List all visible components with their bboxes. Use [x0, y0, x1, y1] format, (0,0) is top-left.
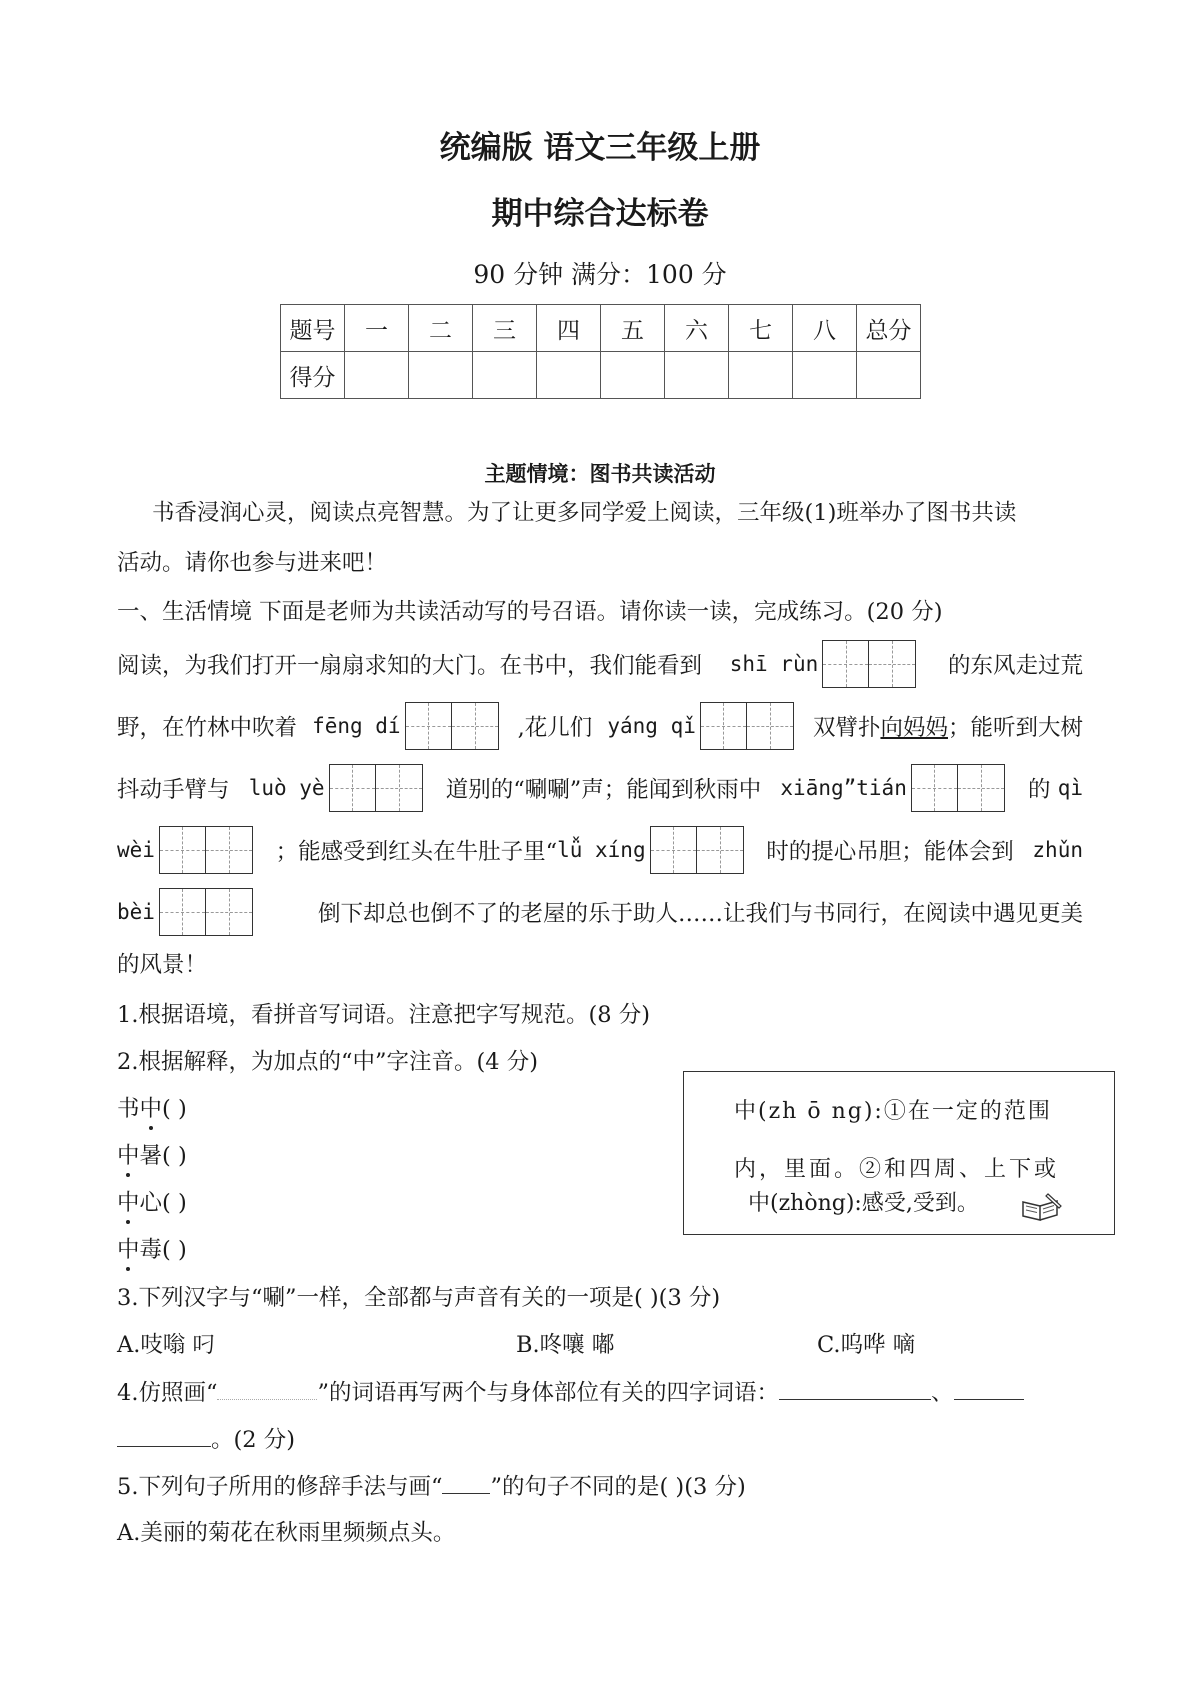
score-cell[interactable] [665, 352, 729, 399]
theme-heading: 主题情境：图书共读活动 [484, 462, 716, 486]
exam-title: 统编版 语文三年级上册 [439, 130, 761, 166]
answer-paren[interactable]: ( ) [162, 1190, 187, 1216]
pinyin-label: qì [1057, 776, 1083, 800]
passage-text: 野，在竹林中吹着 [117, 715, 298, 741]
score-cell[interactable] [409, 352, 473, 399]
question-1: 1.根据语境，看拼音写词语。注意把字写规范。(8 分) [117, 1002, 650, 1028]
exam-time-score: 90 分钟 满分：100 分 [473, 260, 727, 289]
tianzige-answer-box[interactable] [911, 764, 1005, 812]
q5-option-a[interactable]: A.美丽的菊花在秋雨里频频点头。 [117, 1520, 456, 1546]
pinyin-label: yáng qǐ [607, 714, 696, 738]
section1-heading: 一、生活情境 下面是老师为共读活动写的号召语。请你读一读，完成练习。(20 分) [117, 599, 943, 625]
score-header-cell: 四 [537, 305, 601, 352]
underlined-phrase: 向妈妈 [880, 715, 948, 741]
score-table [280, 304, 921, 399]
q4-text: ”的词语再写两个与身体部位有关的四字词语： [317, 1380, 779, 1406]
pinyin-label: wèi [117, 838, 155, 862]
score-cell[interactable] [729, 352, 793, 399]
q2-item [117, 1235, 187, 1265]
passage-text: 时的提心吊胆；能体会到 [766, 839, 1014, 865]
passage-text: 抖动手臂与 [117, 777, 230, 803]
score-cell[interactable] [473, 352, 537, 399]
q5-text: 5.下列句子所用的修辞手法与画“ [117, 1474, 443, 1500]
definition-line-3: 中(zhòng):感受,受到。 [748, 1191, 979, 1216]
score-header-cell: 总分 [857, 305, 921, 352]
underline-sample [442, 1471, 490, 1494]
q5-text: ”的句子不同的是( )(3 分) [490, 1474, 746, 1500]
score-header-cell: 六 [665, 305, 729, 352]
passage-text: ；能感受到红头在牛肚子里“ [275, 839, 558, 865]
answer-blank[interactable] [117, 1424, 211, 1447]
score-header-cell: 五 [601, 305, 665, 352]
question-4 [117, 1377, 1024, 1408]
q3-option-a[interactable]: A.吱嗡 叼 [117, 1332, 216, 1358]
score-header-cell: 八 [793, 305, 857, 352]
q2-item-char: 心 [139, 1190, 163, 1216]
tianzige-answer-box[interactable] [700, 702, 794, 750]
q4-text: 4.仿照画“ [117, 1380, 218, 1406]
intro-line-1: 书香浸润心灵，阅读点亮智慧。为了让更多同学爱上阅读，三年级(1)班举办了图书共读 [152, 500, 1017, 526]
score-header-cell: 三 [473, 305, 537, 352]
question-3-stem: 3.下列汉字与“唰”一样，全部都与声音有关的一项是( )(3 分) [117, 1285, 721, 1311]
pinyin-label: zhǔn [1032, 838, 1083, 862]
score-cell[interactable] [345, 352, 409, 399]
passage-line-5 [117, 888, 1083, 936]
definition-line-1: 中(zh ō ng):①在一定的范围 [734, 1099, 1052, 1124]
passage-text: 倒下却总也倒不了的老屋的乐于助人……让我们与书同行，在阅读中遇见更美 [317, 901, 1083, 927]
pinyin-label: fēng dí [312, 714, 401, 738]
dotted-char: 中 [117, 1143, 140, 1169]
passage-text: 阅读，为我们打开一扇扇求知的大门。在书中，我们能看到 [117, 653, 703, 679]
score-header-cell: 一 [345, 305, 409, 352]
passage-text: ；能听到大树 [947, 715, 1083, 741]
score-table-header-row [281, 305, 921, 352]
score-table-score-row [281, 352, 921, 399]
q3-option-c[interactable]: C.呜哗 嘀 [817, 1332, 916, 1358]
book-pen-icon [1020, 1192, 1064, 1222]
passage-text: 道别的“唰唰”声；能闻到秋雨中 [445, 777, 762, 803]
q4-text: 。(2 分) [211, 1427, 296, 1453]
score-header-cell: 七 [729, 305, 793, 352]
passage-text: 的 [1028, 777, 1051, 803]
dotted-char: 中 [117, 1237, 140, 1263]
answer-paren[interactable]: ( ) [162, 1237, 187, 1263]
pinyin-label: luò yè [248, 776, 325, 800]
q2-item [117, 1188, 187, 1218]
q2-item-char: 暑 [139, 1143, 163, 1169]
tianzige-answer-box[interactable] [650, 826, 744, 874]
pinyin-label: bèi [117, 900, 155, 924]
tianzige-answer-box[interactable] [405, 702, 499, 750]
passage-line-4 [117, 826, 1083, 874]
pinyin-label: xiāng”tián [780, 776, 907, 800]
score-header-cell: 题号 [281, 305, 345, 352]
question-4-cont [117, 1424, 295, 1455]
dotted-underline-sample [217, 1377, 317, 1400]
definition-box [683, 1071, 1115, 1235]
answer-paren[interactable]: ( ) [162, 1143, 187, 1169]
passage-line-3 [117, 764, 1083, 812]
answer-blank[interactable] [954, 1377, 1024, 1400]
passage-line-1 [117, 640, 1083, 688]
question-5-stem [117, 1471, 746, 1502]
answer-blank[interactable] [779, 1377, 931, 1400]
tianzige-answer-box[interactable] [159, 826, 253, 874]
q2-item [117, 1141, 187, 1171]
q4-text: 、 [931, 1380, 954, 1406]
pinyin-label: shī rùn [729, 652, 819, 676]
dotted-char: 中 [117, 1190, 140, 1216]
dotted-char: 中 [139, 1096, 163, 1122]
score-row-label: 得分 [281, 352, 345, 399]
definition-line-2: 内，里面。②和四周、上下或 [734, 1157, 1060, 1182]
score-cell[interactable] [537, 352, 601, 399]
pinyin-label: lǚ xíng [557, 838, 646, 862]
q2-item-char: 毒 [139, 1237, 163, 1263]
tianzige-answer-box[interactable] [822, 640, 916, 688]
score-cell[interactable] [793, 352, 857, 399]
passage-text: 双臂扑 [812, 715, 881, 741]
q3-option-b[interactable]: B.咚嚷 嘟 [516, 1332, 615, 1358]
passage-line-6: 的风景！ [117, 952, 208, 978]
passage-line-2 [117, 702, 1083, 750]
score-cell[interactable] [857, 352, 921, 399]
question-2-stem: 2.根据解释，为加点的“中”字注音。(4 分) [117, 1049, 538, 1075]
tianzige-answer-box[interactable] [329, 764, 423, 812]
passage-text: 的东风走过荒 [947, 653, 1083, 679]
score-header-cell: 二 [409, 305, 473, 352]
score-cell[interactable] [601, 352, 665, 399]
tianzige-answer-box[interactable] [159, 888, 253, 936]
intro-line-2: 活动。请你也参与进来吧！ [117, 550, 388, 576]
q2-item-char: 书 [117, 1096, 140, 1122]
passage-text: ,花儿们 [517, 715, 593, 741]
answer-paren[interactable]: ( ) [162, 1096, 187, 1122]
q2-item [117, 1094, 187, 1124]
exam-subtitle: 期中综合达标卷 [491, 196, 709, 232]
